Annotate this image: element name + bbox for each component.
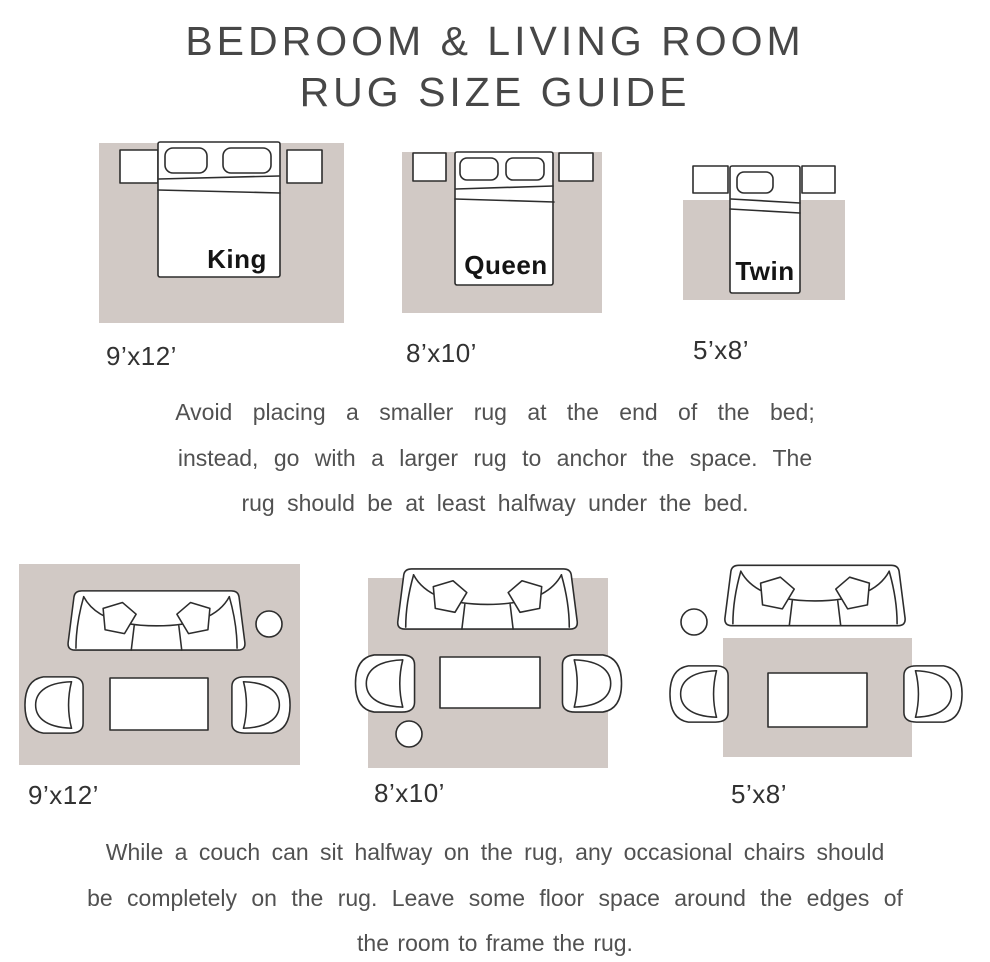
living-room-note-line: While a couch can sit halfway on the rug, any occasional chairs should [105, 839, 885, 865]
page-title [0, 16, 990, 118]
page-title-line-2: RUG SIZE GUIDE [299, 69, 691, 115]
armchair-icon [355, 655, 414, 712]
nightstand-icon [413, 153, 446, 181]
rug-dimension-label: 9’x12’ [28, 780, 99, 810]
nightstand-icon [559, 153, 593, 181]
sofa-icon [725, 565, 905, 625]
side-table-icon [396, 721, 422, 747]
living-room-diagram-9x12 [15, 558, 300, 770]
coffee-table-icon [110, 678, 208, 730]
side-table-icon [681, 609, 707, 635]
armchair-icon [562, 655, 621, 712]
bedroom-note-line: Avoid placing a smaller rug at the end of the bed; [175, 399, 815, 425]
nightstand-icon [287, 150, 322, 183]
living-room-diagram-5x8 [660, 555, 970, 765]
rug-dimension-label: 5’x8’ [731, 779, 787, 809]
bedroom-note-line: rug should be at least halfway under the bed. [241, 490, 749, 516]
page-title-line-1: BEDROOM & LIVING ROOM [185, 18, 805, 64]
armchair-icon [25, 677, 83, 733]
rug-dimension-label: 8’x10’ [406, 338, 477, 368]
armchair-icon [904, 666, 962, 722]
bed-size-name: Queen [464, 250, 548, 280]
rug-dimension-label: 8’x10’ [374, 778, 445, 808]
nightstand-icon [120, 150, 158, 183]
rug-dimension-label: 5’x8’ [693, 335, 749, 365]
coffee-table-icon [440, 657, 540, 708]
nightstand-icon [802, 166, 835, 193]
living-room-note [0, 830, 990, 962]
living-room-diagram-8x10 [345, 558, 630, 770]
bedroom-note-line: instead, go with a larger rug to anchor the space. The [177, 444, 813, 471]
living-room-note-line: the room to frame the rug. [357, 930, 633, 956]
nightstand-icon [693, 166, 728, 193]
living-room-note-line: be completely on the rug. Leave some floor space around the edges of [87, 884, 903, 911]
bed-size-name: Twin [735, 256, 795, 286]
armchair-icon [232, 677, 290, 733]
bedroom-note [0, 390, 990, 527]
sofa-icon [68, 591, 245, 650]
bedroom-diagram-king [95, 138, 350, 330]
coffee-table-icon [768, 673, 867, 727]
bedroom-diagram-queen [398, 148, 610, 318]
armchair-icon [670, 666, 728, 722]
rug-dimension-label: 9’x12’ [106, 341, 177, 371]
bed-size-name: King [207, 244, 267, 274]
bedroom-diagram-twin [678, 160, 850, 310]
side-table-icon [256, 611, 282, 637]
sofa-icon [398, 569, 578, 629]
